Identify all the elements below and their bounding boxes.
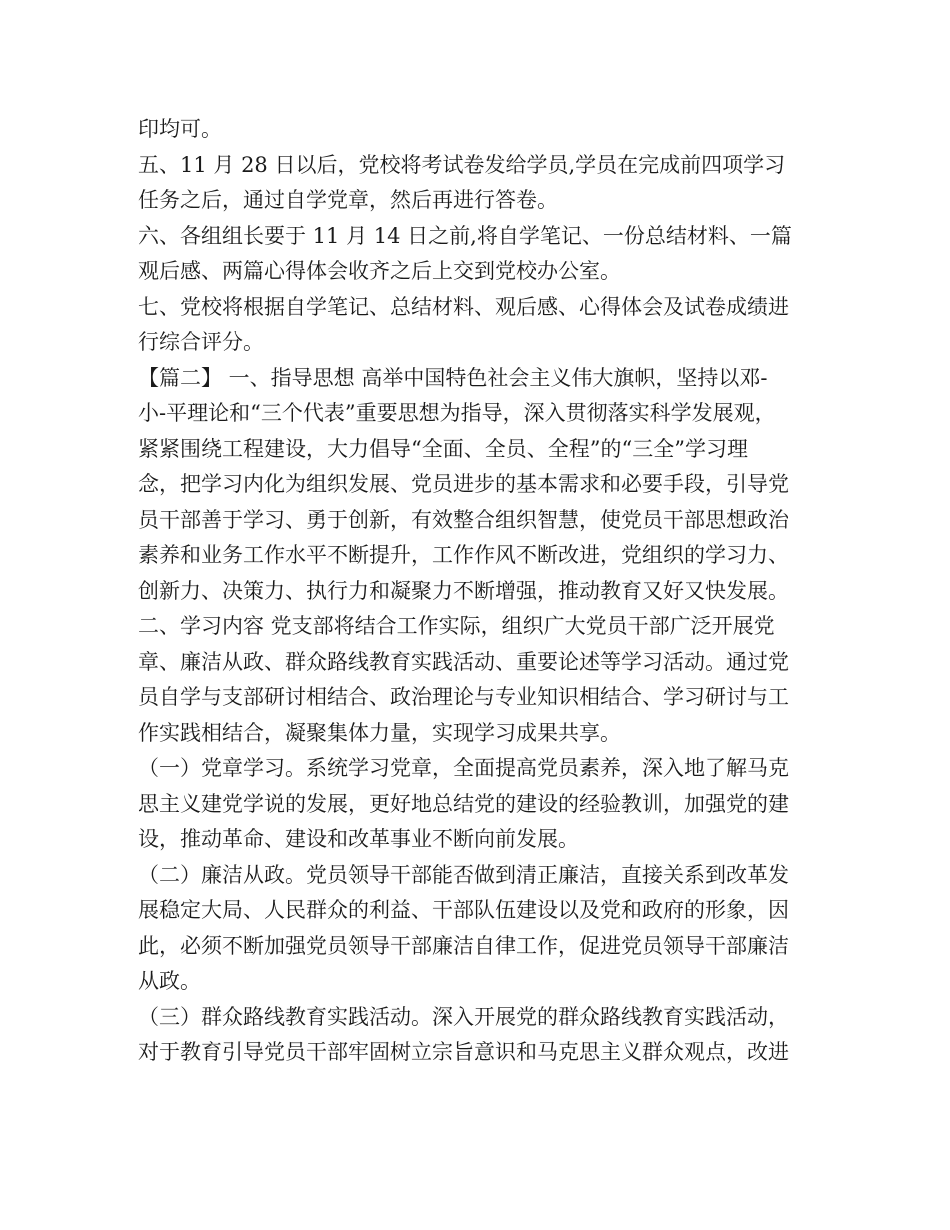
text-line: 行综合评分。 <box>138 330 264 354</box>
text-line: 五、11 月 28 日以后，党校将考试卷发给学员,学员在完成前四项学习 <box>138 152 786 177</box>
text-line: 观后感、两篇心得体会收齐之后上交到党校办公室。 <box>138 259 621 283</box>
text-line: 对于教育引导党员干部牢固树立宗旨意识和马克思主义群众观点，改进 <box>138 1040 789 1064</box>
text-line: 印均可。 <box>138 117 222 141</box>
text-line: 思主义建党学说的发展，更好地总结党的建设的经验教训，加强党的建 <box>138 791 789 816</box>
text-line: 任务之后，通过自学党章，然后再进行答卷。 <box>138 188 558 212</box>
text-line: 六、各组组长要于 11 月 14 日之前,将自学笔记、一份总结材料、一篇 <box>138 223 792 248</box>
text-line: 小-平理论和“三个代表”重要思想为指导，深入贯彻落实科学发展观， <box>138 401 776 425</box>
text-line: 此，必须不断加强党员领导干部廉洁自律工作，促进党员领导干部廉洁 <box>138 933 789 958</box>
document-body <box>138 112 828 1071</box>
text-line: 七、党校将根据自学笔记、总结材料、观后感、心得体会及试卷成绩进 <box>138 294 789 319</box>
text-line: 员自学与支部研讨相结合、政治理论与专业知识相结合、学习研讨与工 <box>138 685 789 709</box>
text-line: （三）群众路线教育实践活动。深入开展党的群众路线教育实践活动， <box>138 1004 789 1029</box>
text-line: （一）党章学习。系统学习党章，全面提高党员素养，深入地了解马克 <box>138 756 789 780</box>
text-line: 创新力、决策力、执行力和凝聚力不断增强，推动教育又好又快发展。 <box>138 578 789 603</box>
text-line: 设，推动革命、建设和改革事业不断向前发展。 <box>138 827 579 851</box>
text-line: 【篇二】 一、指导思想 高举中国特色社会主义伟大旗帜，坚持以邓- <box>138 365 768 390</box>
text-line: 展稳定大局、人民群众的利益、干部队伍建设以及党和政府的形象，因 <box>138 898 789 922</box>
text-line: 念，把学习内化为组织发展、党员进步的基本需求和必要手段，引导党 <box>138 472 789 496</box>
text-line: 二、学习内容 党支部将结合工作实际，组织广大党员干部广泛开展党 <box>138 614 775 638</box>
text-line: （二）廉洁从政。党员领导干部能否做到清正廉洁，直接关系到改革发 <box>138 862 789 887</box>
text-line: 素养和业务工作水平不断提升，工作作风不断改进，党组织的学习力、 <box>138 543 789 567</box>
text-line: 作实践相结合，凝聚集体力量，实现学习成果共享。 <box>138 720 621 745</box>
text-line: 紧紧围绕工程建设，大力倡导“全面、全员、全程”的“三全”学习理 <box>138 436 748 461</box>
text-line: 员干部善于学习、勇于创新，有效整合组织智慧，使党员干部思想政治 <box>138 507 789 532</box>
text-line: 章、廉洁从政、群众路线教育实践活动、重要论述等学习活动。通过党 <box>138 649 789 674</box>
text-line: 从政。 <box>138 969 201 993</box>
